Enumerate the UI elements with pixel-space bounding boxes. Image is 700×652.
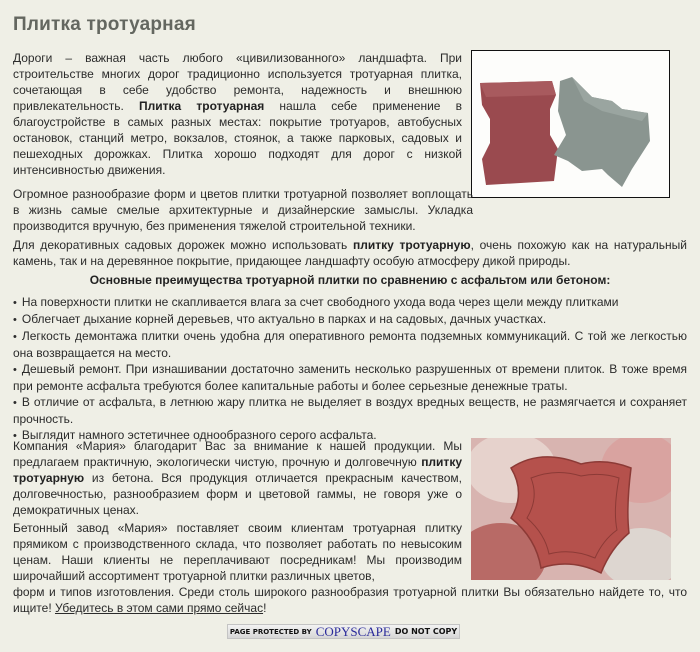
copyscape-suffix: DO NOT COPY — [394, 627, 458, 636]
factory-paragraph: Бетонный завод «Мария» поставляет своим клиентам тротуарная плитку прямиком с производственного склада, что позволяет работать по невысоким ценам. Наши клиенты не переплачивают посредникам! Мы производим широчайший ассортимент тротуарной плитки различных цветов, форм и типов изготовления. Среди столь широкого разнообразия тротуарной плитки Вы обязательно найдете то, что ищите! Убедитесь в этом сами прямо сейчас! — [13, 521, 687, 615]
bold-keyword: плитку тротуарную — [13, 455, 462, 485]
bold-keyword: Плитка тротуарная — [139, 99, 265, 113]
list-item: • Выглядит намного эстетичнее однообразного серого асфальта. — [13, 427, 687, 444]
variety-paragraph: Огромное разнообразие форм и цветов плитки тротуарной позволяет воплощать в жизнь самые смелые архитектурные и дизайнерские замыслы. Укладка производится вручную, без применения тяжелой строительной техники. — [13, 187, 473, 233]
paving-bricks-image — [472, 51, 669, 197]
intro-paragraph: Дороги – важная часть любого «цивилизованного» ландшафта. При строительстве многих дорог традиционно используется тротуарная плитка, сочетающая в себе удобство ремонта, надежность и внешнюю привлекательность. Плитка тротуарная нашла себе применение в благоустройстве в самых разных местах: покрытие тротуаров, автобусных остановок, станций метро, вокзалов, стоянок, а также парковых, садовых и пешеходных дорожках. Плитка хорошо подходят для дорог с низкой интенсивностью движения. — [13, 51, 462, 177]
advantages-heading: Основные преимущества тротуарной плитки по сравнению с асфальтом или бетоном: — [89, 273, 611, 287]
copyscape-badge[interactable] — [227, 624, 460, 639]
garden-paths-paragraph: Для декоративных садовых дорожек можно использовать плитку тротуарную, очень похожую как на натуральный камень, так и на деревянное покрытие, придающее ландшафту особую атмосферу дикой природы. — [13, 238, 687, 268]
page-title: Плитка тротуарная — [13, 14, 196, 35]
see-for-yourself-link[interactable]: Убедитесь в этом сами прямо сейчас — [54, 601, 264, 615]
advantages-list — [13, 294, 687, 444]
company-paragraph: Компания «Мария» благодарит Вас за внимание к нашей продукции. Мы предлагаем практичную, экологически чистую, прочную и долговечную плитку тротуарную из бетона. Вся продукция отличается прекрасным качеством, долговечностью, разнообразием форм и цветовой гаммы, не говоря уже о демократичных ценах. — [13, 439, 462, 517]
list-item: • Дешевый ремонт. При изнашивании достаточно заменить несколько разрушенных от времени плиток. В тоже время при ремонте асфальта требуются более капитальные работы и более серьезные денежные траты. — [13, 361, 687, 394]
copyscape-prefix: PAGE PROTECTED BY — [229, 627, 312, 636]
paving-bricks-photo — [471, 50, 670, 198]
list-item: • Облегчает дыхание корней деревьев, что актуально в парках и на садовых, дачных участках. — [13, 311, 687, 328]
list-item: • На поверхности плитки не скапливается влага за счет свободного ухода вода через щели между плитками — [13, 294, 687, 311]
bold-keyword: плитку тротуарную — [353, 238, 471, 252]
list-item: • Легкость демонтажа плитки очень удобна для оперативного ремонта подземных коммуникаций. С той же легкостью она возвращается на место. — [13, 328, 687, 361]
copyscape-logo: COPYSCAPE — [315, 623, 391, 639]
list-item: • В отличие от асфальта, в летнюю жару плитка не выделяет в воздух вредных веществ, не размягчается и сохраняет прочность. — [13, 394, 687, 427]
